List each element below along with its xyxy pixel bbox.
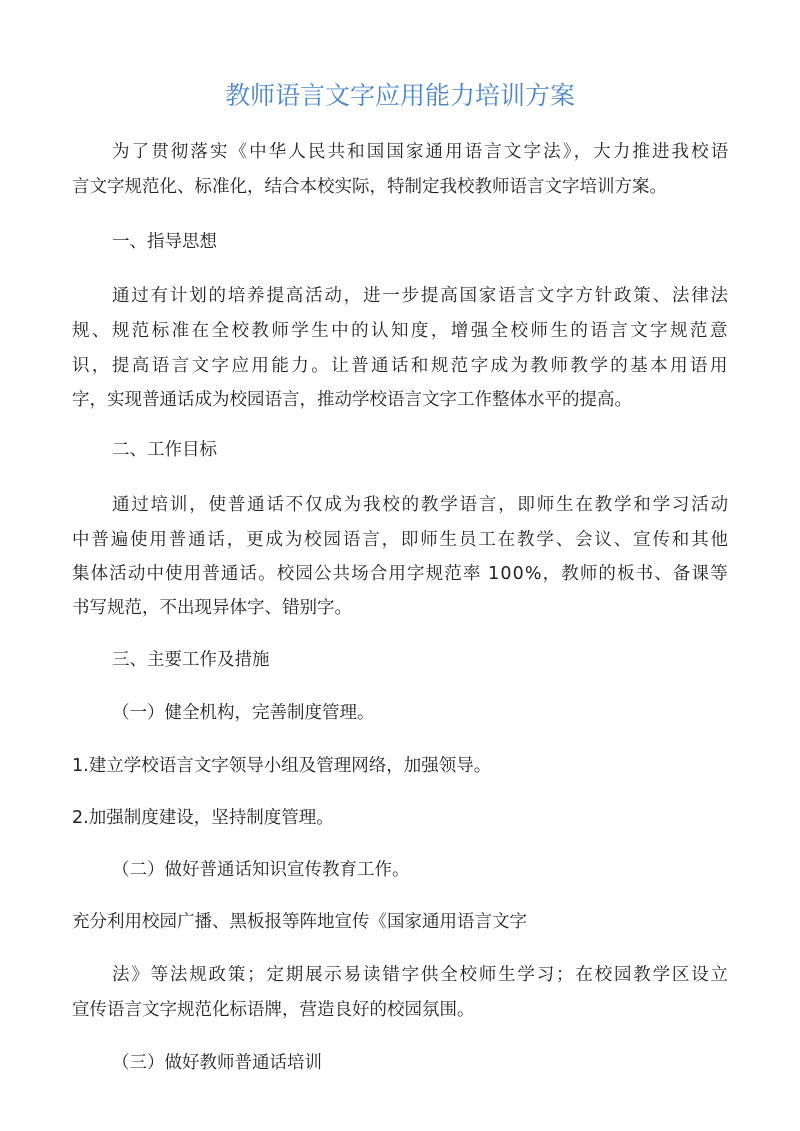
paragraph-line: 识，提高语言文字应用能力。让普通话和规范字成为教师教学的基本用语用 [72,356,730,376]
paragraph: （二）做好普通话知识宣传教育工作。 [112,860,410,880]
paragraph-line: 通过有计划的培养提高活动，进一步提高国家语言文字方针政策、法律法 [112,286,730,306]
paragraph-line: 书写规范，不出现异体字、错别字。 [72,598,352,618]
paragraph: 二、工作目标 [112,440,217,460]
paragraph: 三、主要工作及措施 [112,650,270,670]
paragraph-line: 通过培训，使普通话不仅成为我校的教学语言，即师生在教学和学习活动 [112,495,730,515]
paragraph-line: 字，实现普通话成为校园语言，推动学校语言文字工作整体水平的提高。 [72,390,632,410]
paragraph-line: 规、规范标准在全校教师学生中的认知度，增强全校师生的语言文字规范意 [72,321,730,341]
paragraph: （三）做好教师普通话培训 [112,1053,322,1073]
paragraph-line: 法》等法规政策；定期展示易读错字供全校师生学习；在校园教学区设立 [112,965,730,985]
paragraph-line: 宣传语言文字规范化标语牌，营造良好的校园氛围。 [72,1000,475,1020]
paragraph: 2.加强制度建设，坚持制度管理。 [72,808,334,828]
paragraph: 一、指导思想 [112,232,217,252]
paragraph-line: 集体活动中使用普通话。校园公共场合用字规范率 100%，教师的板书、备课等 [72,564,729,584]
paragraph: （一）健全机构，完善制度管理。 [112,703,375,723]
document-title: 教师语言文字应用能力培训方案 [224,81,575,110]
paragraph-line: 为了贯彻落实《中华人民共和国国家通用语言文字法》，大力推进我校语 [112,142,731,162]
paragraph-line: 中普遍使用普通话，更成为校园语言，即师生员工在教学、会议、宣传和其他 [72,530,730,550]
paragraph: 1.建立学校语言文字领导小组及管理网络，加强领导。 [72,756,492,776]
paragraph-line: 言文字规范化、标准化，结合本校实际，特制定我校教师语言文字培训方案。 [72,177,667,197]
paragraph: 充分利用校园广播、黑板报等阵地宣传《国家通用语言文字 [72,912,527,932]
